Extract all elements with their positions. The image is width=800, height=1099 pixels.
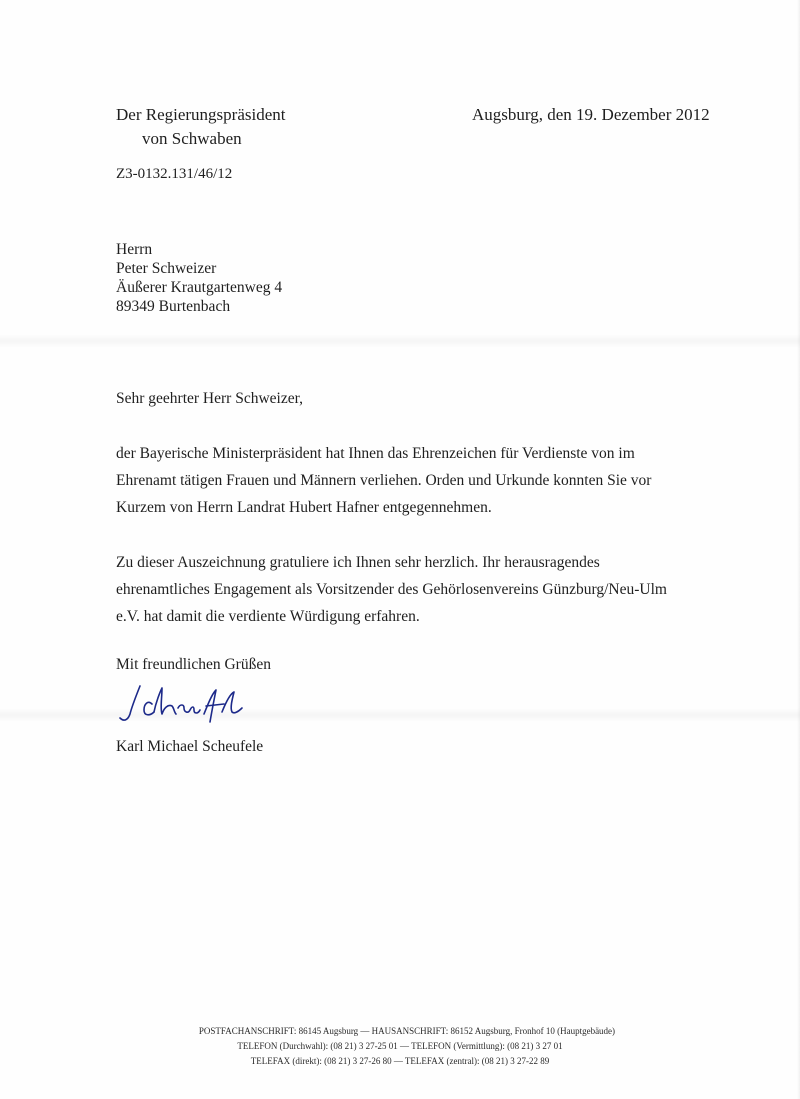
- recipient-name: Peter Schweizer: [116, 260, 217, 277]
- handwritten-signature: [118, 682, 278, 728]
- sender-region: von Schwaben: [142, 129, 242, 148]
- paragraph-line: Kurzem von Herrn Landrat Hubert Hafner entgegennehmen.: [116, 499, 492, 516]
- recipient-address: [116, 240, 282, 316]
- signer-name: Karl Michael Scheufele: [116, 738, 264, 755]
- sender-block: [116, 103, 285, 151]
- sender-title: Der Regierungspräsident: [116, 105, 286, 124]
- paragraph-line: Ehrenamt tätigen Frauen und Männern verliehen. Orden und Urkunde konnten Sie vor: [116, 472, 652, 489]
- recipient-city: 89349 Burtenbach: [116, 298, 231, 315]
- paper-fold-upper: [0, 334, 800, 348]
- recipient-title: Herrn: [116, 241, 153, 258]
- paragraph-1: [116, 440, 696, 521]
- paragraph-line: der Bayerische Ministerpräsident hat Ihnen das Ehrenzeichen für Verdienste von im: [116, 445, 635, 462]
- salutation: Sehr geehrter Herr Schweizer,: [116, 390, 304, 407]
- paragraph-line: e.V. hat damit die verdiente Würdigung erfahren.: [116, 608, 420, 625]
- paragraph-line: Zu dieser Auszeichnung gratuliere ich Ihnen sehr herzlich. Ihr herausragendes: [116, 554, 600, 571]
- footer-phone: TELEFON (Durchwahl): (08 21) 3 27-25 01 — TELEFON (Vermittlung): (08 21) 3 27 01: [237, 1041, 563, 1051]
- paragraph-2: [116, 549, 696, 630]
- recipient-street: Äußerer Krautgartenweg 4: [116, 279, 283, 296]
- reference-number: Z3-0132.131/46/12: [116, 166, 233, 182]
- paragraph-line: ehrenamtliches Engagement als Vorsitzender des Gehörlosenvereins Günzburg/Neu-Ulm: [116, 581, 667, 598]
- footer-contact: [0, 1024, 800, 1069]
- letter-date: Augsburg, den 19. Dezember 2012: [472, 105, 710, 124]
- closing-phrase: Mit freundlichen Grüßen: [116, 656, 271, 673]
- footer-fax: TELEFAX (direkt): (08 21) 3 27-26 80 — TELEFAX (zentral): (08 21) 3 27-22 89: [250, 1056, 550, 1066]
- footer-postal-address: POSTFACHANSCHRIFT: 86145 Augsburg — HAUSANSCHRIFT: 86152 Augsburg, Fronhof 10 (Hauptgebäude): [198, 1026, 616, 1036]
